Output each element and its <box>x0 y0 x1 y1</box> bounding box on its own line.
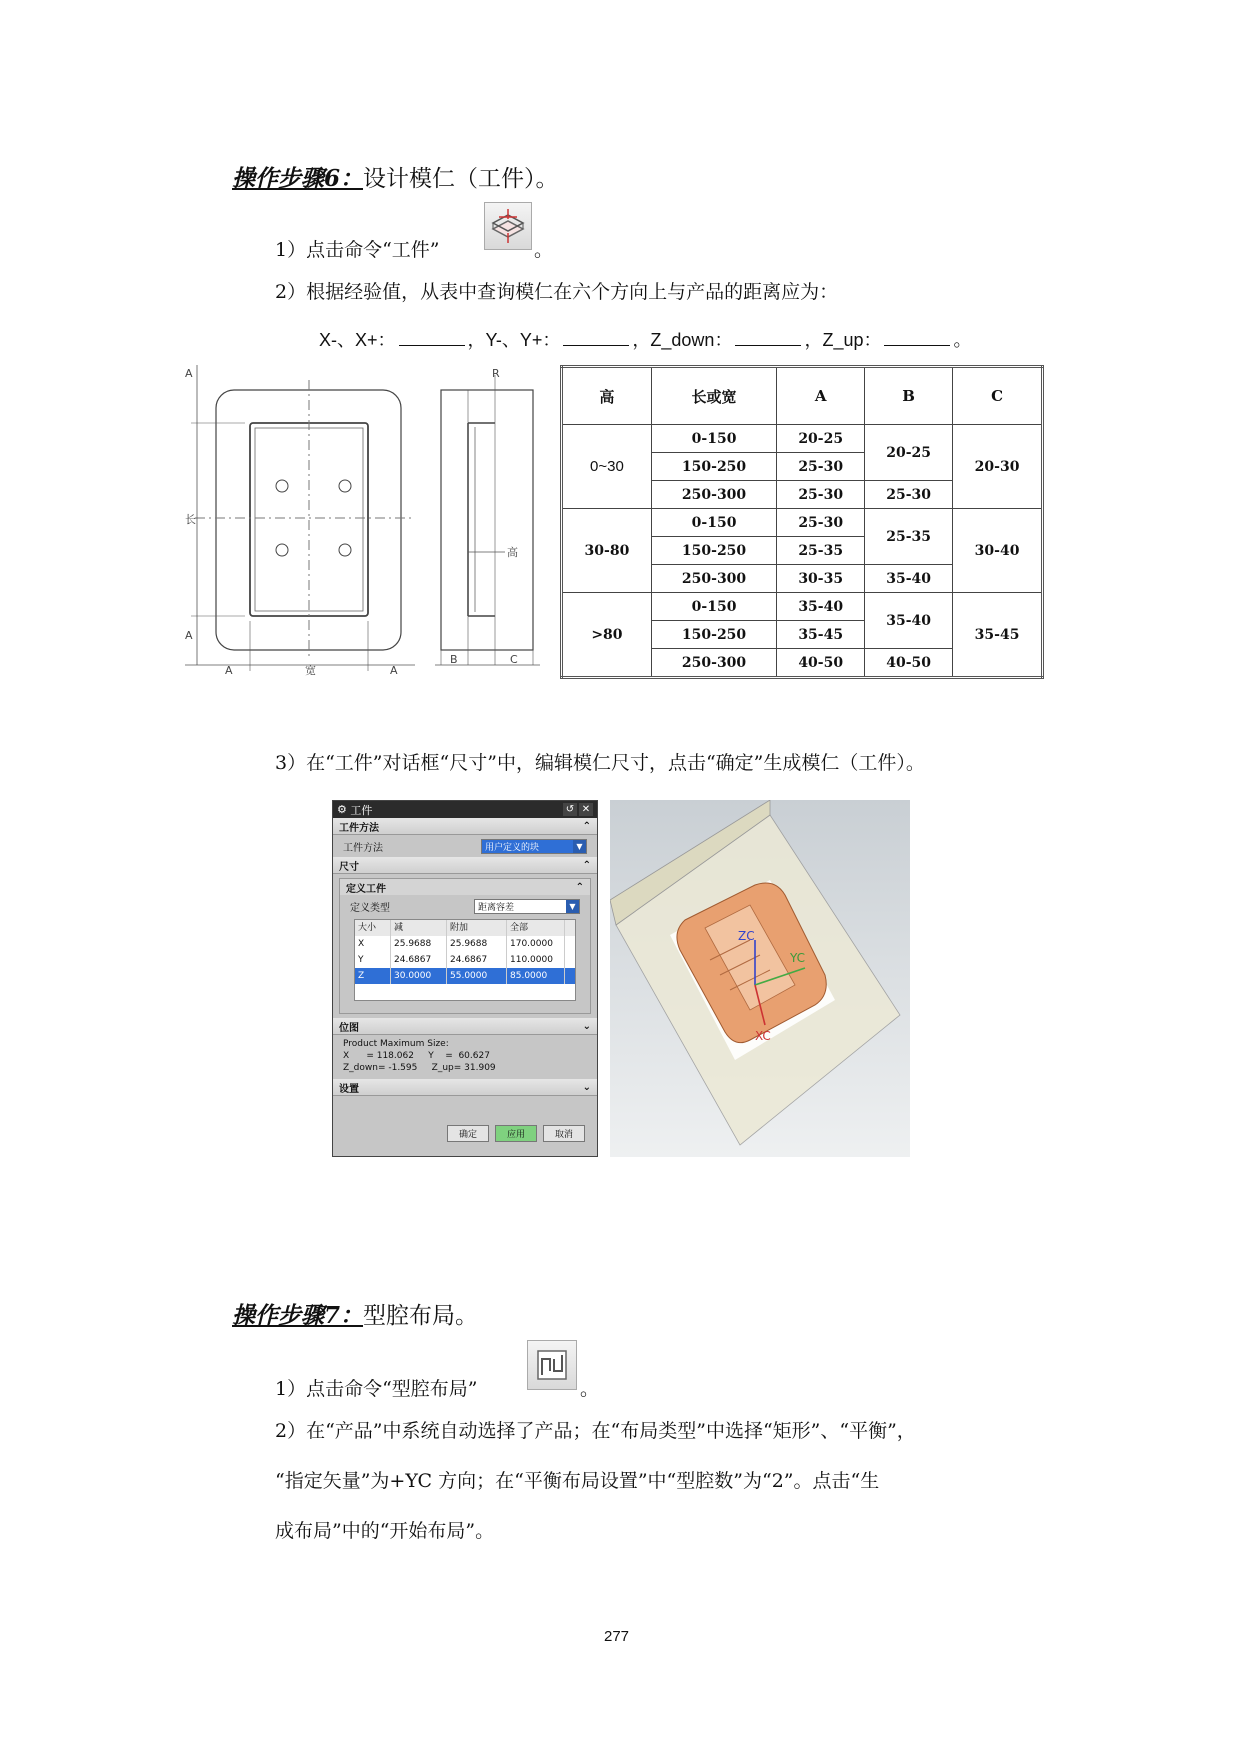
product-size-info <box>333 1035 597 1077</box>
step7-title: 型腔布局。 <box>363 1303 479 1329</box>
grid-row-x[interactable] <box>355 936 575 952</box>
grid-row-y[interactable] <box>355 952 575 968</box>
subsection-define[interactable] <box>340 879 590 895</box>
workpiece-3d-view <box>610 800 910 1157</box>
yc-label: YC <box>790 951 806 965</box>
dim-a-bottom: A <box>185 629 193 642</box>
cavity-layout-command-icon[interactable] <box>527 1340 577 1390</box>
dim-r: R <box>492 367 500 380</box>
x-blank[interactable] <box>399 331 465 346</box>
xc-label: XC <box>755 1029 771 1043</box>
method-row <box>333 835 597 857</box>
dialog-title: 工件 <box>350 803 373 817</box>
table-cell: 20-25 <box>777 425 865 453</box>
dialog-buttons <box>447 1125 585 1142</box>
table-cell: 35-40 <box>865 593 953 649</box>
table-cell: 250-300 <box>651 481 776 509</box>
size-grid <box>354 919 576 1001</box>
grid-col: 附加 <box>447 920 507 936</box>
table-cell: 0-150 <box>651 593 776 621</box>
table-cell: 0-150 <box>651 509 776 537</box>
dim-a-right: A <box>390 664 398 677</box>
distance-fill-line <box>319 326 971 352</box>
grid-cell: 25.9688 <box>391 936 447 952</box>
workpiece-command-icon[interactable] <box>484 202 532 250</box>
table-cell: 25-30 <box>777 509 865 537</box>
dim-length: 长 <box>185 513 196 526</box>
define-label: 定义工件 <box>346 883 386 895</box>
chevron-down-icon: ⌄ <box>582 1020 591 1032</box>
chevron-down-icon: ▼ <box>566 900 579 913</box>
close-icon[interactable]: ✕ <box>579 803 593 816</box>
col-a: A <box>777 367 865 425</box>
grid-cell: 110.0000 <box>507 952 565 968</box>
grid-col: 全部 <box>507 920 565 936</box>
type-value: 距离容差 <box>478 902 515 913</box>
table-cell: 35-40 <box>777 593 865 621</box>
grid-cell: 55.0000 <box>447 968 507 984</box>
col-height: 高 <box>562 367 652 425</box>
grid-cell: 24.6867 <box>447 952 507 968</box>
dim-c: C <box>510 653 518 666</box>
reset-icon[interactable]: ↺ <box>563 803 577 816</box>
table-cell: 25-30 <box>777 453 865 481</box>
chevron-up-icon: ⌃ <box>575 881 584 893</box>
col-b: B <box>865 367 953 425</box>
y-blank[interactable] <box>563 331 629 346</box>
step6-line3: 3）在“工件”对话框“尺寸”中，编辑模仁尺寸，点击“确定”生成模仁（工件）。 <box>275 752 925 774</box>
section-size[interactable] <box>333 857 597 874</box>
step6-line1-text: 1）点击命令“工件” <box>275 239 440 261</box>
grid-col: 减 <box>391 920 447 936</box>
height-cell: 0~30 <box>562 425 652 509</box>
table-cell: 35-45 <box>953 593 1043 678</box>
chevron-up-icon: ⌃ <box>582 859 591 871</box>
dim-width: 宽 <box>305 664 316 677</box>
table-cell: 150-250 <box>651 453 776 481</box>
table-cell: 250-300 <box>651 649 776 678</box>
dim-height: 高 <box>507 546 518 559</box>
chevron-down-icon: ⌄ <box>582 1081 591 1093</box>
table-cell: 25-35 <box>777 537 865 565</box>
section-settings-label: 设置 <box>339 1083 359 1095</box>
zc-label: ZC <box>738 929 755 943</box>
table-cell: 20-25 <box>865 425 953 481</box>
method-value: 用户定义的块 <box>482 840 573 853</box>
chevron-down-icon: ▼ <box>573 840 586 853</box>
table-cell: 250-300 <box>651 565 776 593</box>
step7-line4: 成布局”中的“开始布局”。 <box>275 1520 495 1542</box>
height-cell: 30-80 <box>562 509 652 593</box>
table-cell: 20-30 <box>953 425 1043 509</box>
ok-button[interactable]: 确定 <box>447 1125 489 1142</box>
dialog-titlebar <box>333 801 597 818</box>
section-size-label: 尺寸 <box>339 861 359 873</box>
x-label: X-、X+： <box>319 330 396 350</box>
table-cell: 25-30 <box>777 481 865 509</box>
apply-button[interactable]: 应用 <box>495 1125 537 1142</box>
info-line: Z_down= -1.595 Z_up= 31.909 <box>343 1063 496 1073</box>
table-cell: 30-40 <box>953 509 1043 593</box>
table-row <box>562 425 1043 453</box>
dim-a-left: A <box>225 664 233 677</box>
type-dropdown[interactable] <box>474 899 580 914</box>
step6-lead: 操作步骤6： <box>232 165 364 192</box>
table-cell: 35-40 <box>865 565 953 593</box>
mold-insert-drawing <box>185 365 555 677</box>
zdown-label: ，Z_down： <box>632 330 733 350</box>
chevron-up-icon: ⌃ <box>582 820 591 832</box>
grid-cell: Y <box>355 952 391 968</box>
col-length-width: 长或宽 <box>651 367 776 425</box>
grid-cell: 25.9688 <box>447 936 507 952</box>
grid-cell: 24.6867 <box>391 952 447 968</box>
page-number: 277 <box>604 1628 630 1645</box>
y-label: ，Y-、Y+： <box>467 330 561 350</box>
section-position[interactable] <box>333 1018 597 1035</box>
zup-blank[interactable] <box>884 331 950 346</box>
grid-cell: 30.0000 <box>391 968 447 984</box>
step7-heading <box>232 1297 478 1330</box>
table-cell: 35-45 <box>777 621 865 649</box>
grid-cell: Z <box>355 968 391 984</box>
type-label: 定义类型 <box>350 902 390 914</box>
table-row <box>562 593 1043 621</box>
step7-lead: 操作步骤7： <box>232 1302 364 1329</box>
dim-a-top: A <box>185 367 193 380</box>
col-c: C <box>953 367 1043 425</box>
grid-col: 大小 <box>355 920 391 936</box>
zup-label: ，Z_up： <box>804 330 882 350</box>
info-line: Product Maximum Size: <box>343 1039 449 1049</box>
section-position-label: 位图 <box>339 1022 359 1034</box>
step6-heading <box>232 160 559 193</box>
step7-line1: 1）点击命令“型腔布局” <box>275 1378 478 1400</box>
table-cell: 150-250 <box>651 621 776 649</box>
table-cell: 150-250 <box>651 537 776 565</box>
table-cell: 0-150 <box>651 425 776 453</box>
grid-header <box>355 920 575 936</box>
fill-end: 。 <box>953 330 972 350</box>
step7-line2: 2）在“产品”中系统自动选择了产品；在“布局类型”中选择“矩形”、“平衡”， <box>275 1420 916 1442</box>
grid-cell: X <box>355 936 391 952</box>
step7-line3: “指定矢量”为+YC 方向；在“平衡布局设置”中“型腔数”为“2”。点击“生 <box>275 1470 880 1492</box>
step6-line1 <box>275 235 440 262</box>
section-settings[interactable] <box>333 1079 597 1096</box>
grid-row-z[interactable] <box>355 968 575 984</box>
step6-title: 设计模仁（工件）。 <box>363 166 559 192</box>
distance-table <box>560 365 1044 679</box>
method-label: 工件方法 <box>343 842 383 854</box>
step6-line1-end: 。 <box>534 239 554 261</box>
gear-icon[interactable]: ⚙ <box>337 803 347 816</box>
workpiece-dialog <box>332 800 598 1157</box>
height-cell: >80 <box>562 593 652 678</box>
table-cell: 40-50 <box>865 649 953 678</box>
info-line: X = 118.062 Y = 60.627 <box>343 1051 490 1061</box>
grid-cell: 85.0000 <box>507 968 565 984</box>
step6-line2: 2）根据经验值，从表中查询模仁在六个方向上与产品的距离应为： <box>275 281 839 303</box>
table-cell: 30-35 <box>777 565 865 593</box>
dim-b: B <box>450 653 458 666</box>
table-row <box>562 509 1043 537</box>
table-header-row <box>562 367 1043 425</box>
section-method[interactable] <box>333 818 597 835</box>
type-row <box>340 895 590 917</box>
table-cell: 25-30 <box>865 481 953 509</box>
cancel-button[interactable]: 取消 <box>543 1125 585 1142</box>
define-workpiece-group <box>339 878 591 1014</box>
grid-cell: 170.0000 <box>507 936 565 952</box>
step7-line1-end: 。 <box>580 1378 600 1400</box>
method-dropdown[interactable] <box>481 839 587 854</box>
zdown-blank[interactable] <box>735 331 801 346</box>
section-method-label: 工件方法 <box>339 822 379 834</box>
table-cell: 25-35 <box>865 509 953 565</box>
table-cell: 40-50 <box>777 649 865 678</box>
